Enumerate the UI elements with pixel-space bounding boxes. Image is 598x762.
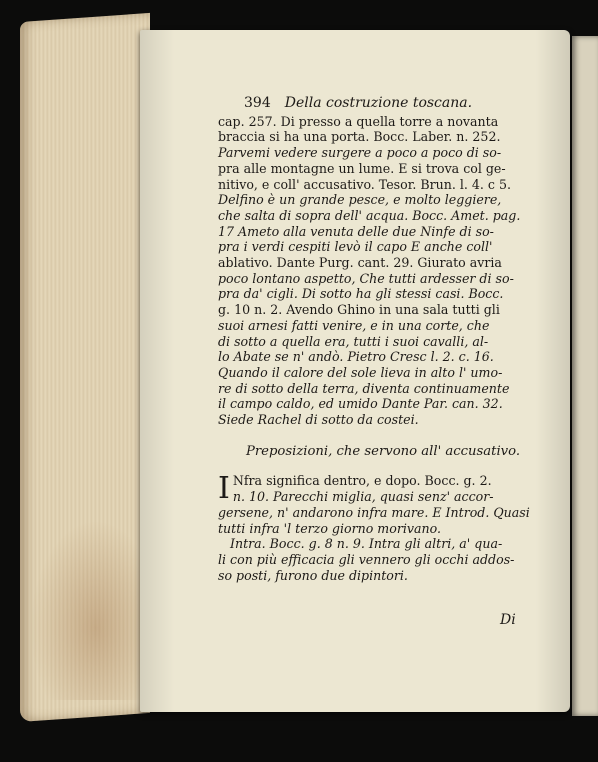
- text-line: cap. 257. Di presso a quella torre a novanta: [218, 113, 499, 129]
- facing-page-edge: [572, 36, 598, 716]
- running-title: Della costruzione toscana.: [284, 95, 473, 111]
- catchword: Di: [500, 612, 516, 628]
- text-line: so posti, furono due dipintori.: [218, 567, 408, 583]
- text-line: g. 10 n. 2. Avendo Ghino in una sala tutti gli: [218, 302, 500, 318]
- text-line: gersene, n' andarono infra mare. E Introd. Quasi: [218, 504, 530, 520]
- text-line: nitivo, e coll' accusativo. Tesor. Brun. l. 4. c 5.: [218, 176, 512, 192]
- text-line: li con più efficacia gli vennero gli occhi addos-: [218, 551, 515, 567]
- text-line: Delfino è un grande pesce, e molto leggiere,: [218, 192, 502, 208]
- text-line: Quando il calore del sole lieva in alto l' umo-: [218, 364, 503, 380]
- section-1-body: [218, 114, 548, 428]
- text-line: che salta di sopra dell' acqua. Bocc. Amet. pag.: [218, 207, 521, 223]
- text-line: suoi arnesi fatti venire, e in una corte, che: [218, 317, 490, 333]
- drop-capital: I: [218, 471, 230, 507]
- text-line: lo Abate se n' andò. Pietro Cresc l. 2. c. 16.: [218, 349, 494, 365]
- page-number: 394: [244, 95, 271, 111]
- text-line: Intra. Bocc. g. 8 n. 9. Intra gli altri, a' qua-: [230, 536, 503, 552]
- text-line: pra alle montagne un lume. E si trova col ge-: [218, 160, 506, 176]
- page-edges: [20, 13, 150, 722]
- text-line: braccia si ha una porta. Bocc. Laber. n. 252.: [218, 129, 501, 145]
- text-line: pra i verdi cespiti levò il capo E anche coll': [218, 239, 493, 255]
- text-line: Siede Rachel di sotto da costei.: [218, 412, 419, 428]
- text-line: re di sotto della terra, diventa continuamente: [218, 380, 510, 396]
- text-line: 17 Ameto alla venuta delle due Ninfe di so-: [218, 223, 494, 239]
- page-header: [218, 96, 548, 112]
- text-line: Parvemi vedere surgere a poco a poco di so-: [218, 145, 502, 161]
- text-line: di sotto a quella era, tutti i suoi cavalli, al-: [218, 333, 489, 349]
- section-2-body: [218, 473, 548, 583]
- text-line: ablativo. Dante Purg. cant. 29. Giurato avria: [218, 255, 502, 271]
- text-line: il campo caldo, ed umido Dante Par. can. 32.: [218, 396, 503, 412]
- text-line: Nfra significa dentro, e dopo. Bocc. g. 2.: [232, 473, 492, 489]
- text-line: n. 10. Parecchi miglia, quasi senz' accor-: [232, 489, 494, 505]
- text-line: tutti infra 'l terzo giorno morivano.: [218, 520, 441, 536]
- text-line: pra da' cigli. Di sotto ha gli stessi casi. Bocc.: [218, 286, 504, 302]
- text-line: poco lontano aspetto, Che tutti ardesser di so-: [218, 270, 514, 286]
- page-text: [218, 96, 548, 583]
- section-title: Preposizioni, che servono all' accusativo.: [245, 443, 521, 459]
